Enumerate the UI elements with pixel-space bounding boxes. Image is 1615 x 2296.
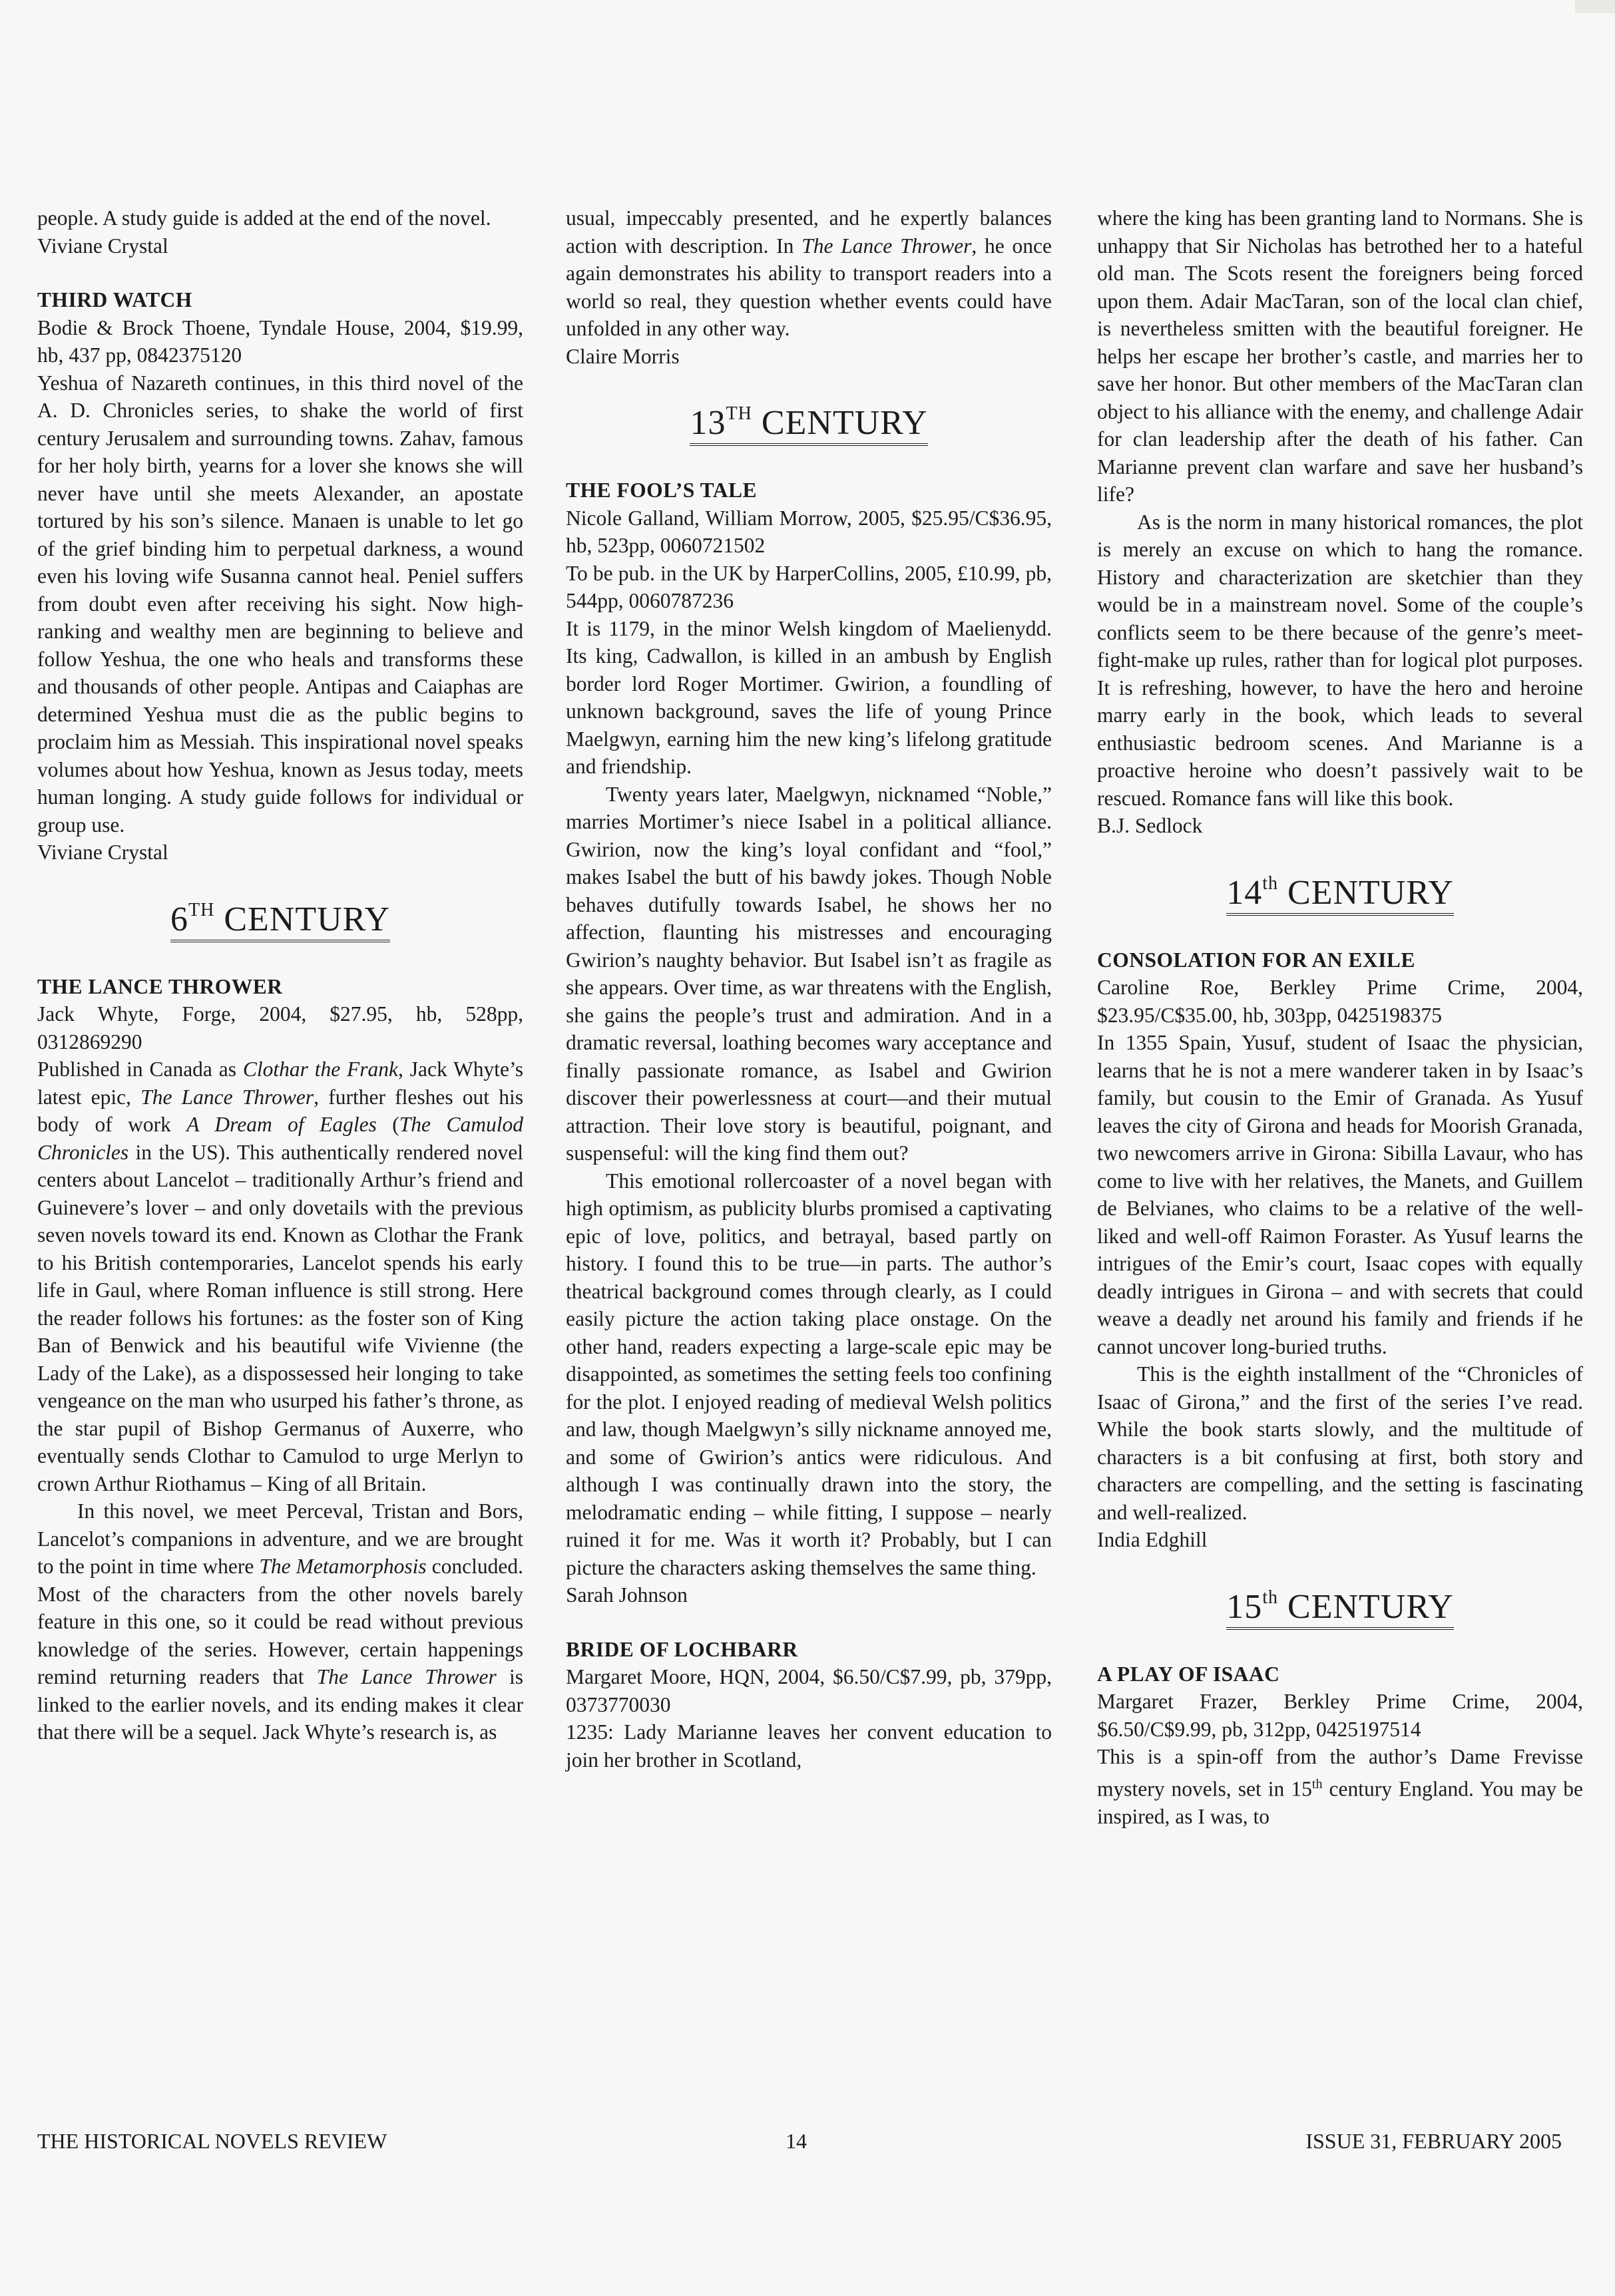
review-meta-fools-tale: Nicole Galland, William Morrow, 2005, $25.95/C$36.95, hb, 523pp, 0060721502 [566, 506, 1052, 557]
review-title-fools-tale: THE FOOL’S TALE [566, 478, 758, 502]
review-meta-consolation: Caroline Roe, Berkley Prime Crime, 2004, $23.95/C$35.00, hb, 303pp, 0425198375 [1097, 976, 1583, 1027]
century-word: CENTURY [1278, 1587, 1454, 1626]
century-heading-15th [1097, 1587, 1583, 1630]
century-suffix: TH [726, 403, 752, 424]
century-suffix: TH [188, 899, 215, 920]
century-number: 15 [1226, 1587, 1263, 1626]
century-heading-6th [37, 900, 523, 942]
century-heading-14th [1097, 873, 1583, 916]
review-meta-third-watch: Bodie & Brock Thoene, Tyndale House, 2004, $19.99, hb, 437 pp, 0842375120 [37, 315, 523, 367]
column-1 [37, 204, 523, 1746]
publication-name: THE HISTORICAL NOVELS REVIEW [37, 2129, 387, 2153]
reviewer-signature: Viviane Crystal [37, 841, 168, 864]
review-body-bride-2: As is the norm in many historical romances, the plot is merely an excuse on which to hang the romance. History and characterization are sketchier than they would be in a mainstream novel. Some of the couple’s conflicts seem to be there because of the genre’s meet-fight-make up rules, rather than for logical plot purposes. It is refreshing, however, to have the hero and heroine marry early in the book, which leads to several enthusiastic bedroom scenes. And Marianne is a proactive heroine who doesn’t passively wait to be rescued. Romance fans will like this book. [1097, 510, 1583, 810]
century-number: 14 [1226, 873, 1263, 912]
century-number: 6 [170, 900, 188, 938]
column-2 [566, 204, 1052, 1774]
century-number: 13 [690, 404, 726, 442]
review-body-lance-thrower-1: Published in Canada as Clothar the Frank, Jack Whyte’s latest epic, The Lance Thrower, further fleshes out his body of work A Dream of Eagles (The Camulod Chronicles in the US). This authentically rendered novel centers about Lancelot – traditionally Arthur’s friend and Guinevere’s lover – and only dovetails with the previous seven novels toward its end. Known as Clothar the Frank to his British contemporaries, Lancelot spends his early life in Gaul, where Roman influence is still strong. Here the reader follows his fortunes: as the foster son of King Ban of Benwick and his beautiful wife Vivienne (the Lady of the Lake), as a dispossessed heir longing to take vengeance on the man who usurped his father’s throne, as the star pupil of Bishop Germanus of Auxerre, who eventually sends Clothar to Camulod to urge Merlyn to crown Arthur Riothamus – King of all Britain. [37, 1057, 523, 1495]
review-body-bride-of-lochbarr: 1235: Lady Marianne leaves her convent education to join her brother in Scotland, [566, 1720, 1052, 1772]
century-suffix: th [1262, 1587, 1279, 1608]
century-suffix: th [1262, 872, 1279, 894]
issue-info: ISSUE 31, FEBRUARY 2005 [1305, 2129, 1562, 2153]
page-footer [37, 2128, 1562, 2161]
review-body-lance-thrower-2: In this novel, we meet Perceval, Tristan and Bors, Lancelot’s companions in adventure, and we are brought to the point in time where The Metamorphosis concluded. Most of the characters from the other novels barely feature in this one, so it could be read without previous knowledge of the series. However, certain happenings remind returning readers that The Lance Thrower is linked to the earlier novels, and its ending makes it clear that there will be a sequel. Jack Whyte’s research is, as [37, 1499, 523, 1744]
reviewer-signature: India Edghill [1097, 1528, 1208, 1551]
reviewer-signature: B.J. Sedlock [1097, 814, 1203, 837]
review-body-play-of-isaac: This is a spin-off from the author’s Dame Frevisse mystery novels, set in 15th century England. You may be inspired, as I was, to [1097, 1745, 1584, 1828]
reviewer-signature: Viviane Crystal [37, 234, 168, 258]
page-number: 14 [786, 2129, 807, 2153]
century-heading-13th [566, 403, 1052, 446]
review-meta-lance-thrower: Jack Whyte, Forge, 2004, $27.95, hb, 528pp, 0312869290 [37, 1002, 523, 1053]
reviewer-signature: Claire Morris [566, 344, 680, 368]
review-meta-play-of-isaac: Margaret Frazer, Berkley Prime Crime, 2004, $6.50/C$9.99, pb, 312pp, 0425197514 [1097, 1690, 1583, 1741]
review-body-fools-tale-3: This emotional rollercoaster of a novel began with high optimism, as publicity blurbs promised a captivating epic of love, politics, and betrayal, based partly on history. I found this to be true—in parts. The author’s theatrical background comes through clearly, as I could easily picture the action taking place onstage. On the other hand, readers expecting a large-scale epic may be disappointed, as sometimes the setting feels too confining for the plot. I enjoyed reading of medieval Welsh politics and law, though Maelgwyn’s silly nickname annoyed me, and some of Gwirion’s antics were ridiculous. And although I was continually drawn into the story, the melodramatic ending – while fitting, I suppose – nearly ruined it for me. Was it worth it? Probably, but I can picture the characters asking themselves the same thing. [566, 1169, 1052, 1579]
review-title-bride-of-lochbarr: BRIDE OF LOCHBARR [566, 1637, 798, 1661]
review-body-third-watch: Yeshua of Nazareth continues, in this third novel of the A. D. Chronicles series, to shake the world of first century Jerusalem and surrounding towns. Zahav, famous for her holy birth, yearns for a lover she knows she will never have until she meets Alexander, an apostate tortured by his son’s silence. Manaen is unable to let go of the grief binding him to perpetual darkness, a wound even his loving wife Susanna cannot heal. Peniel suffers from doubt even after receiving his sight. Now high-ranking and wealthy men are beginning to believe and follow Yeshua, the one who heals and transforms these and thousands of other people. Antipas and Caiaphas are determined Yeshua must die as the public begins to proclaim him as Messiah. This inspirational novel speaks volumes about how Yeshua, known as Jesus today, meets human longing. A study guide follows for individual or group use. [37, 371, 523, 837]
review-title-third-watch: THIRD WATCH [37, 288, 192, 311]
intro-paragraph: people. A study guide is added at the end of the novel. [37, 206, 491, 230]
reviewer-signature: Sarah Johnson [566, 1583, 688, 1607]
review-body-lance-thrower-cont: usual, impeccably presented, and he expertly balances action with description. In The Lance Thrower, he once again demonstrates his ability to transport readers into a world so real, they question whether events could have unfolded in any other way. [566, 206, 1052, 340]
review-body-fools-tale-1: It is 1179, in the minor Welsh kingdom of Maelienydd. Its king, Cadwallon, is killed in an ambush by English border lord Roger Mortimer. Gwirion, a foundling of unknown background, saves the life of young Prince Maelgwyn, earning him the new king’s lifelong gratitude and friendship. [566, 616, 1052, 778]
century-word: CENTURY [752, 404, 928, 442]
review-title-play-of-isaac: A PLAY OF ISAAC [1097, 1662, 1280, 1686]
review-body-consolation-1: In 1355 Spain, Yusuf, student of Isaac the physician, learns that he is not a mere wanderer taken in by Isaac’s family, but cousin to the Emir of Granada. As Yusuf leaves the city of Girona and heads for Moorish Granada, two newcomers arrive in Girona: Sibilla Lavaur, who has come to live with her relatives, the Manets, and Guillem de Belvianes, who claims to be a relative of the well-liked and well-off Raimon Foraster. As Yusuf learns the intrigues of the Emir’s court, Isaac copes with equally deadly intrigues in Girona – and with secrets that could weave a deadly net around his family and friends if he cannot uncover long-buried truths. [1097, 1031, 1583, 1358]
review-meta-fools-tale-uk: To be pub. in the UK by HarperCollins, 2005, £10.99, pb, 544pp, 0060787236 [566, 561, 1052, 612]
review-body-fools-tale-2: Twenty years later, Maelgwyn, nicknamed “Noble,” marries Mortimer’s niece Isabel in a political alliance. Gwirion, now the king’s loyal confidant and “fool,” makes Isabel the butt of his bawdy jokes. Though Noble behaves dutifully towards Isabel, he shows her no affection, flaunting his mistresses and encouraging Gwirion’s naughty behavior. But Isabel isn’t as fragile as she appears. Over time, as war threatens with the English, she gains the people’s trust and admiration. And in a dramatic reversal, loathing becomes wary acceptance and finally passionate romance, as Isabel and Gwirion discover their powerlessness at court—and their mutual attraction. Their love story is beautiful, poignant, and suspenseful: will the king find them out? [566, 782, 1052, 1165]
review-body-bride-cont: where the king has been granting land to Normans. She is unhappy that Sir Nicholas has betrothed her to a hateful old man. The Scots resent the foreigners being forced upon them. Adair MacTaran, son of the local clan chief, is nevertheless smitten with the beautiful foreigner. He helps her escape her brother’s castle, and marries her to save her honor. But other members of the MacTaran clan object to his alliance with the enemy, and challenge Adair for clan leadership after the death of his father. Can Marianne prevent clan warfare and save her husband’s life? [1097, 206, 1583, 506]
review-body-consolation-2: This is the eighth installment of the “Chronicles of Isaac of Girona,” and the first of the series I’ve read. While the book starts slowly, and the multitude of characters is a bit confusing at first, both story and characters are compelling, and the setting is fascinating and well-realized. [1097, 1362, 1583, 1524]
scan-artifact [1575, 0, 1615, 13]
century-word: CENTURY [214, 900, 390, 938]
review-title-lance-thrower: THE LANCE THROWER [37, 974, 283, 998]
review-meta-bride-of-lochbarr: Margaret Moore, HQN, 2004, $6.50/C$7.99, pb, 379pp, 0373770030 [566, 1665, 1052, 1716]
column-3 [1097, 204, 1583, 1830]
review-title-consolation: CONSOLATION FOR AN EXILE [1097, 948, 1415, 972]
century-word: CENTURY [1278, 873, 1454, 912]
